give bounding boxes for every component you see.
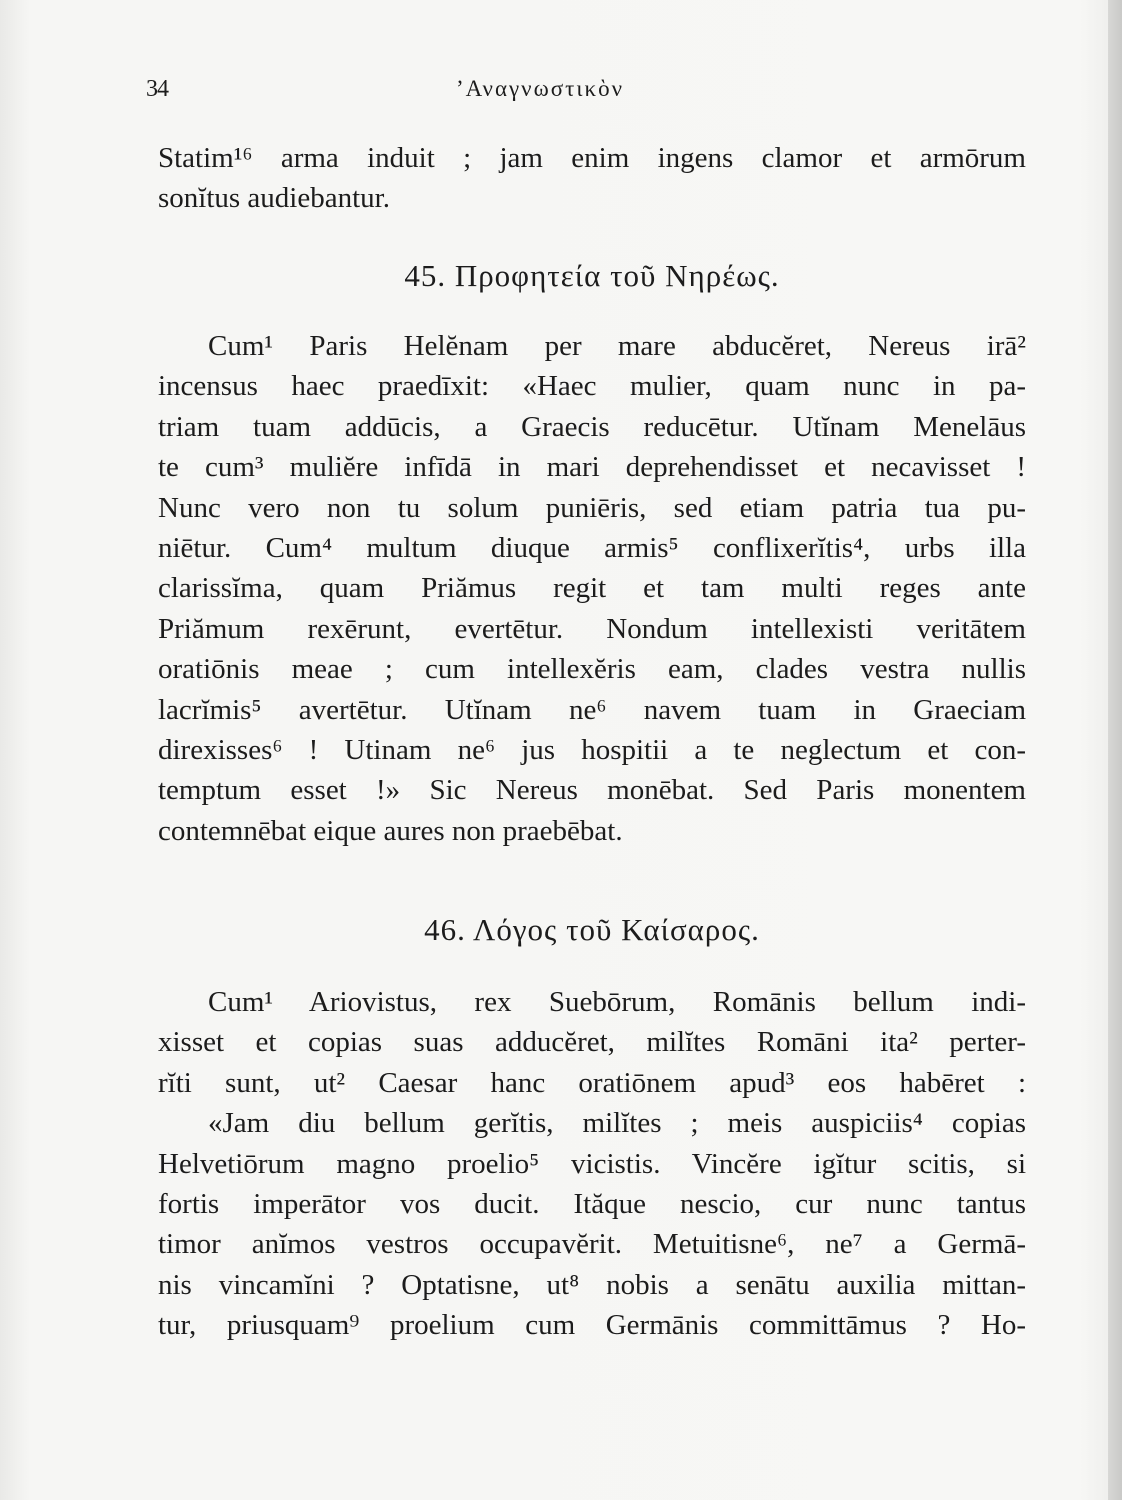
- text-line: niētur. Cum⁴ multum diuque armis⁵ conflixerĭtis⁴, urbs illa: [158, 531, 1026, 564]
- text-line: Cum¹ Paris Helĕnam per mare abducĕret, Nereus irā²: [208, 330, 1026, 362]
- text-line: clarissĭma, quam Priămus regit et tam multi reges ante: [158, 572, 1026, 605]
- text-line: te cum³ muliĕre infīdā in mari deprehendisset et necavisset !: [158, 451, 1026, 484]
- text-line: temptum esset !» Sic Nereus monēbat. Sed Paris monentem: [158, 774, 1026, 807]
- section-46-paragraph: [158, 982, 1026, 1346]
- running-title: ’Αναγνωστικὸν: [456, 76, 625, 101]
- text-line: Priămum rexērunt, evertētur. Nondum intellexisti veritātem: [158, 612, 1026, 645]
- text-line: Statim¹⁶ arma induit ; jam enim ingens clamor et armōrum: [158, 142, 1026, 174]
- page-edge-shadow: [1108, 0, 1122, 1500]
- text-line: sonĭtus audiebantur.: [158, 182, 390, 215]
- text-line: rĭti sunt, ut² Caesar hanc oratiōnem apud³ eos habēret :: [158, 1066, 1026, 1099]
- text-line: nis vincamĭni ? Optatisne, ut⁸ nobis a senātu auxilia mittan-: [158, 1268, 1026, 1301]
- text-line: Cum¹ Ariovistus, rex Suebōrum, Romānis bellum indi-: [208, 986, 1026, 1018]
- text-line: tur, priusquam⁹ proelium cum Germānis committāmus ? Ho-: [158, 1309, 1026, 1342]
- text-line: contemnēbat eique aures non praebēbat.: [158, 814, 623, 847]
- intro-paragraph: [158, 138, 1026, 219]
- text-line: Helvetiōrum magno proelio⁵ vicistis. Vincĕre igĭtur scitis, si: [158, 1147, 1026, 1180]
- text-line: Nunc vero non tu solum puniēris, sed etiam patria tua pu-: [158, 491, 1026, 524]
- section-46-title: 46. Λόγος τοῦ Καίσαρος.: [424, 912, 760, 947]
- page-header: [140, 74, 1020, 114]
- text-line: xisset et copias suas adducĕret, milĭtes Romāni ita² perter-: [158, 1026, 1026, 1059]
- page-number: 34: [146, 76, 168, 102]
- text-line: timor anĭmos vestros occupavĕrit. Metuitisne⁶, ne⁷ a Germā-: [158, 1228, 1026, 1261]
- text-line: triam tuam addūcis, a Graecis reducētur. Utĭnam Menelāus: [158, 410, 1026, 443]
- text-line: direxisses⁶ ! Utinam ne⁶ jus hospitii a te neglectum et con-: [158, 733, 1026, 766]
- text-line: lacrĭmis⁵ avertētur. Utĭnam ne⁶ navem tuam in Graeciam: [158, 693, 1026, 726]
- text-line: incensus haec praedīxit: «Haec mulier, quam nunc in pa-: [158, 370, 1026, 403]
- section-45-paragraph: [158, 326, 1026, 851]
- text-line: oratiōnis meae ; cum intellexĕris eam, clades vestra nullis: [158, 653, 1026, 686]
- text-line: fortis imperātor vos ducit. Ităque nescio, cur nunc tantus: [158, 1187, 1026, 1220]
- section-45-title: 45. Προφητεία τοῦ Νηρέως.: [404, 258, 780, 293]
- text-line: «Jam diu bellum gerĭtis, milĭtes ; meis auspiciis⁴ copias: [208, 1107, 1026, 1140]
